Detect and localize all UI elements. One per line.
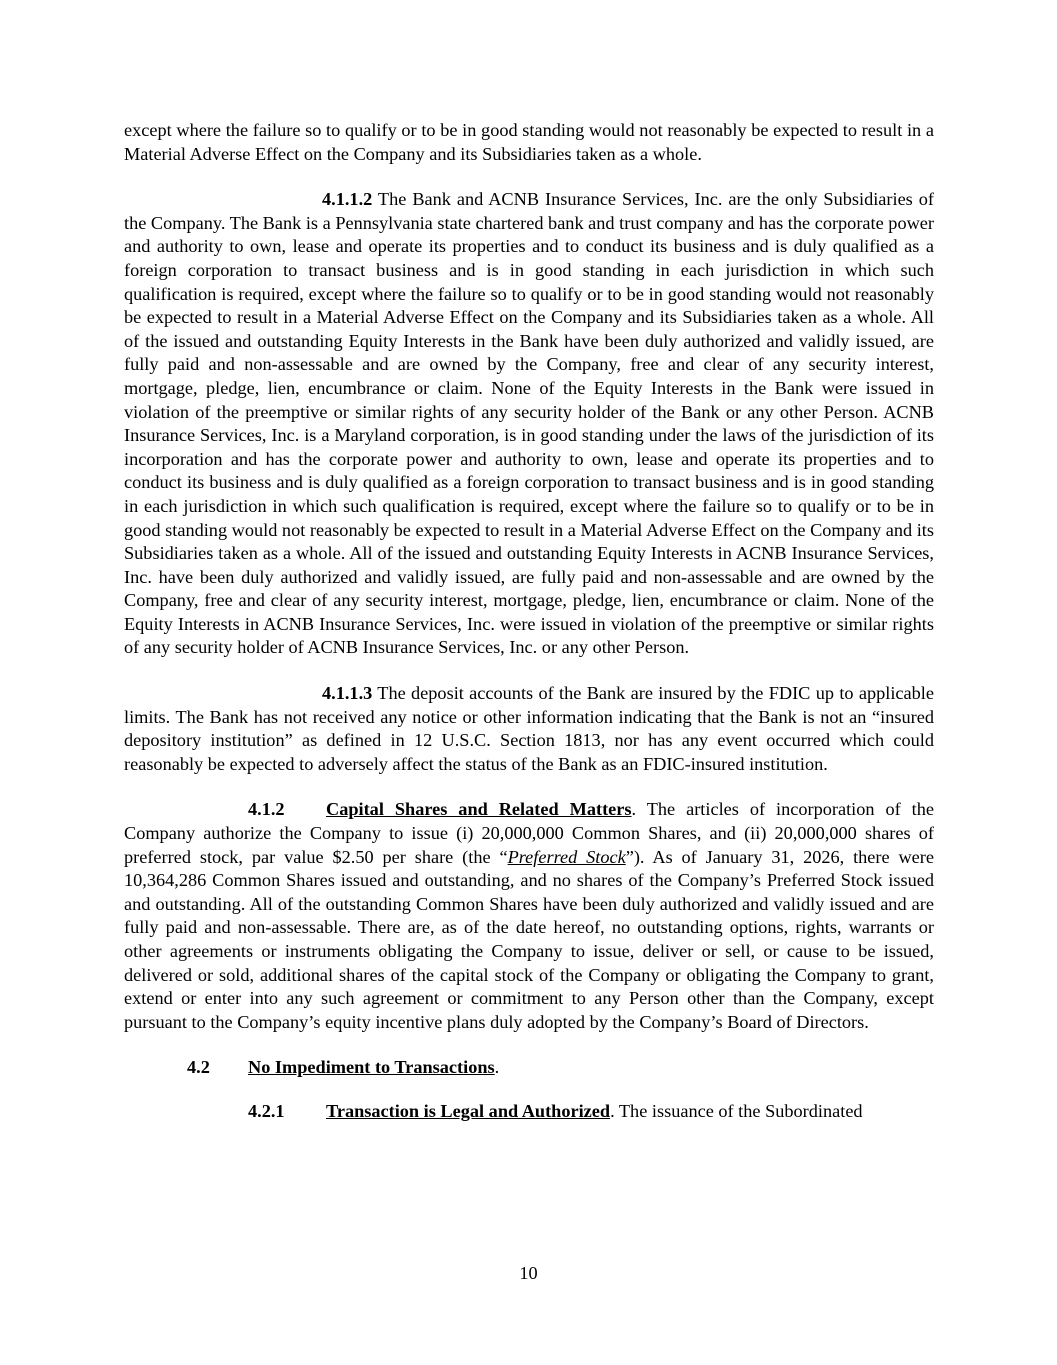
section-4-1-1-2: [124, 188, 934, 660]
section-number: 4.1.1.3: [322, 683, 373, 704]
continuation-paragraph: except where the failure so to qualify or to be in good standing would not reasonably be expected to result in a Material Adverse Effect on the Company and its Subsidiaries taken as a whole.: [124, 120, 934, 164]
section-text: The deposit accounts of the Bank are insured by the FDIC up to applicable limits. The Bank has not received any notice or other information indicating that the Bank is not an “insured depository institution” as defined in 12 U.S.C. Section 1813, nor has any event occurred which could reasonably be expected to adversely affect the status of the Bank as an FDIC-insured institution.: [124, 683, 934, 774]
section-4-2-heading: [124, 1056, 934, 1080]
section-text: The Bank and ACNB Insurance Services, Inc. are the only Subsidiaries of the Company. The Bank is a Pennsylvania state chartered bank and trust company and has the corporate power and authority to own, lease and operate its properties and to conduct its business and is duly qualified as a foreign corporation to transact business and is in good standing in each jurisdiction in which such qualification is required, except where the failure so to qualify or to be in good standing would not reasonably be expected to result in a Material Adverse Effect on the Company and its Subsidiaries taken as a whole. All of the issued and outstanding Equity Interests in the Bank have been duly authorized and validly issued, are fully paid and non-assessable and are owned by the Company, free and clear of any security interest, mortgage, pledge, lien, encumbrance or claim. None of the Equity Interests in the Bank were issued in violation of the preemptive or similar rights of any security holder of the Bank or any other Person. ACNB Insurance Services, Inc. is a Maryland corporation, is in good standing under the laws of the jurisdiction of its incorporation and has the corporate power and authority to own, lease and operate its properties and to conduct its business and is duly qualified as a foreign corporation to transact business and is in good standing in each jurisdiction in which such qualification is required, except where the failure so to qualify or to be in good standing would not reasonably be expected to result in a Material Adverse Effect on the Company and its Subsidiaries taken as a whole. All of the issued and outstanding Equity Interests in ACNB Insurance Services, Inc. have been duly authorized and validly issued, are fully paid and non-assessable and are owned by the Company, free and clear of any security interest, mortgage, pledge, lien, encumbrance or claim. None of the Equity Interests in ACNB Insurance Services, Inc. were issued in violation of the preemptive or similar rights of any security holder of ACNB Insurance Services, Inc. or any other Person.: [124, 189, 934, 658]
heading-punctuation: .: [494, 1057, 500, 1078]
section-number: 4.1.2: [248, 799, 285, 820]
section-title: Transaction is Legal and Authorized: [326, 1101, 611, 1122]
section-text-b: ”). As of January 31, 2026, there were 10,364,286 Common Shares issued and outstanding, and no shares of the Company’s Preferred Stock issued and outstanding. All of the outstanding Common Shares have been duly authorized and validly issued and are fully paid and non-assessable. There are, as of the date hereof, no outstanding options, rights, warrants or other agreements or instruments obligating the Company to issue, deliver or sell, or cause to be issued, delivered or sold, additional shares of the capital stock of the Company or obligating the Company to grant, extend or enter into any such agreement or commitment to any Person other than the Company, except pursuant to the Company’s equity incentive plans duly adopted by the Company’s Board of Directors.: [124, 846, 934, 1032]
section-4-2-1: [124, 1100, 934, 1124]
section-title: No Impediment to Transactions: [248, 1057, 495, 1078]
section-4-1-1-3: [124, 682, 934, 776]
section-number: 4.2: [187, 1057, 210, 1078]
section-number: 4.1.1.2: [322, 189, 373, 210]
section-text: . The issuance of the Subordinated: [610, 1101, 863, 1122]
section-4-1-2: [124, 798, 934, 1034]
section-title: Capital Shares and Related Matters: [326, 799, 632, 820]
section-text-a: . The articles of incorporation of the Company authorize the Company to issue (i) 20,000,000 Common Shares, and (ii) 20,000,000 shares of preferred stock, par value $2.50 per share (the “: [124, 799, 934, 867]
section-number: 4.2.1: [248, 1101, 285, 1122]
document-body: [124, 119, 934, 1124]
defined-term: Preferred Stock: [507, 846, 626, 867]
page-number: 10: [519, 1263, 538, 1283]
